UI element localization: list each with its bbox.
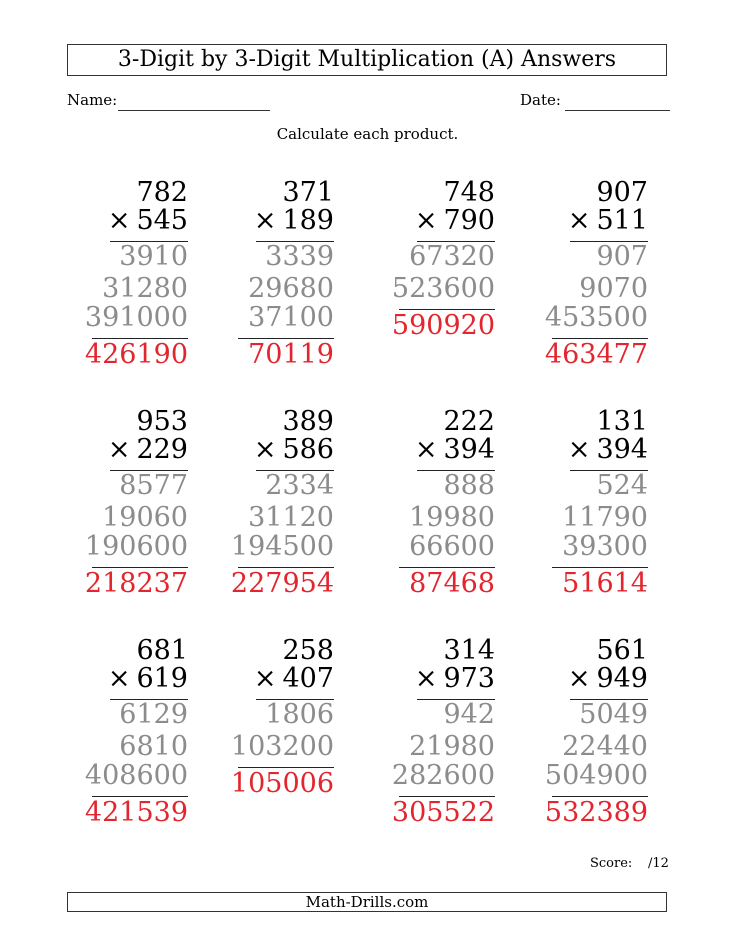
answer-value: 532389 <box>544 797 648 828</box>
partial-product-value: 66600 <box>409 531 495 562</box>
answer <box>248 340 334 369</box>
times-sign: × <box>414 434 438 465</box>
times-sign: × <box>107 663 131 694</box>
problem <box>365 178 495 378</box>
multiplicand <box>596 178 648 207</box>
answer-value: 105006 <box>230 768 334 799</box>
partial-product-value: 11790 <box>562 502 648 533</box>
multiplicand-value: 953 <box>136 406 188 437</box>
multiplier <box>415 664 495 693</box>
partial-product-value: 19980 <box>409 502 495 533</box>
partial-product-value: 2334 <box>265 470 334 501</box>
partial-product <box>265 471 334 500</box>
partial-product <box>545 303 648 332</box>
multiplicand <box>596 636 648 665</box>
times-sign: × <box>567 663 591 694</box>
multiplier-value: 973 <box>443 663 495 694</box>
problem <box>58 636 188 836</box>
partial-product <box>119 732 188 761</box>
partial-product <box>102 503 188 532</box>
partial-product-value: 37100 <box>248 302 334 333</box>
partial-product-value: 194500 <box>230 531 334 562</box>
multiplicand <box>443 178 495 207</box>
times-sign: × <box>414 663 438 694</box>
times-sign: × <box>567 434 591 465</box>
problem <box>365 636 495 836</box>
multiplier-value: 394 <box>443 434 495 465</box>
times-sign: × <box>107 205 131 236</box>
multiplicand-value: 681 <box>136 635 188 666</box>
times-sign: × <box>107 434 131 465</box>
multiplicand <box>282 636 334 665</box>
multiplier <box>415 206 495 235</box>
partial-product <box>85 303 188 332</box>
partial-product-value: 5049 <box>579 699 648 730</box>
partial-product <box>265 242 334 271</box>
partial-product <box>409 503 495 532</box>
partial-product-value: 888 <box>443 470 495 501</box>
problem <box>518 178 648 378</box>
answer <box>409 569 495 598</box>
partial-product <box>248 274 334 303</box>
problem <box>204 407 334 607</box>
multiplier <box>254 206 334 235</box>
multiplier-value: 407 <box>282 663 334 694</box>
partial-product-value: 8577 <box>119 470 188 501</box>
partial-product-value: 1806 <box>265 699 334 730</box>
multiplicand <box>282 407 334 436</box>
name-field[interactable] <box>118 110 270 111</box>
multiplier-value: 619 <box>136 663 188 694</box>
partial-product <box>265 700 334 729</box>
partial-product <box>545 761 648 790</box>
partial-product-value: 3339 <box>265 241 334 272</box>
partial-product <box>248 303 334 332</box>
partial-product-value: 29680 <box>248 273 334 304</box>
answer <box>562 569 648 598</box>
multiplier-value: 545 <box>136 205 188 236</box>
partial-product-value: 6129 <box>119 699 188 730</box>
partial-product-value: 942 <box>443 699 495 730</box>
partial-product <box>102 274 188 303</box>
answer-value: 70119 <box>248 339 334 370</box>
partial-product <box>562 732 648 761</box>
answer-value: 305522 <box>391 797 495 828</box>
times-sign: × <box>253 663 277 694</box>
partial-product <box>409 532 495 561</box>
partial-product <box>596 471 648 500</box>
partial-product-value: 19060 <box>102 502 188 533</box>
multiplicand-value: 748 <box>443 177 495 208</box>
name-label: Name: <box>67 91 118 109</box>
worksheet-title: 3-Digit by 3-Digit Multiplication (A) Answers <box>67 44 667 76</box>
times-sign: × <box>567 205 591 236</box>
partial-product <box>562 503 648 532</box>
multiplicand-value: 314 <box>443 635 495 666</box>
answer-value: 51614 <box>562 568 648 599</box>
answer-value: 227954 <box>230 568 334 599</box>
answer <box>85 340 188 369</box>
partial-product <box>85 532 188 561</box>
multiplicand <box>443 407 495 436</box>
multiplier-value: 394 <box>596 434 648 465</box>
multiplier <box>254 435 334 464</box>
instructions: Calculate each product. <box>276 125 459 143</box>
multiplicand <box>136 636 188 665</box>
problem <box>518 636 648 836</box>
answer <box>85 569 188 598</box>
partial-product-value: 907 <box>596 241 648 272</box>
partial-product-value: 21980 <box>409 731 495 762</box>
multiplier <box>568 664 648 693</box>
multiplier-value: 189 <box>282 205 334 236</box>
problem <box>204 636 334 836</box>
partial-product <box>119 242 188 271</box>
problem <box>365 407 495 607</box>
answer <box>231 769 334 798</box>
multiplier-value: 511 <box>596 205 648 236</box>
partial-product <box>443 700 495 729</box>
times-sign: × <box>253 205 277 236</box>
multiplicand-value: 131 <box>596 406 648 437</box>
partial-product-value: 391000 <box>84 302 188 333</box>
multiplicand <box>596 407 648 436</box>
multiplicand <box>443 636 495 665</box>
score-label: Score: <box>590 856 633 871</box>
partial-product <box>231 732 334 761</box>
partial-product-value: 31280 <box>102 273 188 304</box>
multiplier <box>108 664 188 693</box>
partial-product-value: 31120 <box>248 502 334 533</box>
multiplier-value: 790 <box>443 205 495 236</box>
multiplier-value: 949 <box>596 663 648 694</box>
times-sign: × <box>253 434 277 465</box>
partial-product-value: 523600 <box>391 273 495 304</box>
multiplier <box>108 206 188 235</box>
partial-product <box>231 532 334 561</box>
problem <box>58 407 188 607</box>
multiplier <box>568 435 648 464</box>
partial-product-value: 39300 <box>562 531 648 562</box>
partial-product <box>85 761 188 790</box>
partial-product <box>119 471 188 500</box>
partial-product <box>248 503 334 532</box>
partial-product-value: 524 <box>596 470 648 501</box>
answer <box>392 798 495 827</box>
multiplicand <box>136 407 188 436</box>
partial-product-value: 282600 <box>391 760 495 791</box>
multiplier-value: 586 <box>282 434 334 465</box>
multiplier <box>254 664 334 693</box>
multiplicand-value: 222 <box>443 406 495 437</box>
answer-value: 426190 <box>84 339 188 370</box>
multiplicand <box>136 178 188 207</box>
partial-product-value: 67320 <box>409 241 495 272</box>
partial-product-value: 504900 <box>544 760 648 791</box>
partial-product-value: 3910 <box>119 241 188 272</box>
problem <box>204 178 334 378</box>
answer-value: 218237 <box>84 568 188 599</box>
partial-product <box>596 242 648 271</box>
footer-site: Math-Drills.com <box>67 892 667 912</box>
partial-product-value: 22440 <box>562 731 648 762</box>
multiplicand-value: 907 <box>596 177 648 208</box>
partial-product <box>409 242 495 271</box>
partial-product <box>443 471 495 500</box>
multiplier <box>108 435 188 464</box>
partial-product <box>579 700 648 729</box>
date-label: Date: <box>520 91 561 109</box>
answer-value: 421539 <box>84 797 188 828</box>
partial-product <box>562 532 648 561</box>
problem <box>58 178 188 378</box>
answer <box>545 340 648 369</box>
multiplier-value: 229 <box>136 434 188 465</box>
partial-product <box>579 274 648 303</box>
answer <box>392 311 495 340</box>
multiplicand-value: 389 <box>282 406 334 437</box>
partial-product-value: 453500 <box>544 302 648 333</box>
partial-product-value: 408600 <box>84 760 188 791</box>
multiplier <box>415 435 495 464</box>
partial-product <box>119 700 188 729</box>
partial-product-value: 103200 <box>230 731 334 762</box>
answer <box>545 798 648 827</box>
partial-product-value: 6810 <box>119 731 188 762</box>
partial-product-value: 9070 <box>579 273 648 304</box>
multiplicand-value: 782 <box>136 177 188 208</box>
problem <box>518 407 648 607</box>
multiplicand-value: 371 <box>282 177 334 208</box>
answer <box>85 798 188 827</box>
multiplier <box>568 206 648 235</box>
answer-value: 87468 <box>409 568 495 599</box>
date-field[interactable] <box>565 110 670 111</box>
answer-value: 463477 <box>544 339 648 370</box>
answer-value: 590920 <box>391 310 495 341</box>
score-total: /12 <box>648 856 669 871</box>
multiplicand <box>282 178 334 207</box>
answer <box>231 569 334 598</box>
partial-product <box>392 274 495 303</box>
partial-product <box>392 761 495 790</box>
times-sign: × <box>414 205 438 236</box>
multiplicand-value: 258 <box>282 635 334 666</box>
multiplicand-value: 561 <box>596 635 648 666</box>
partial-product-value: 190600 <box>84 531 188 562</box>
partial-product <box>409 732 495 761</box>
